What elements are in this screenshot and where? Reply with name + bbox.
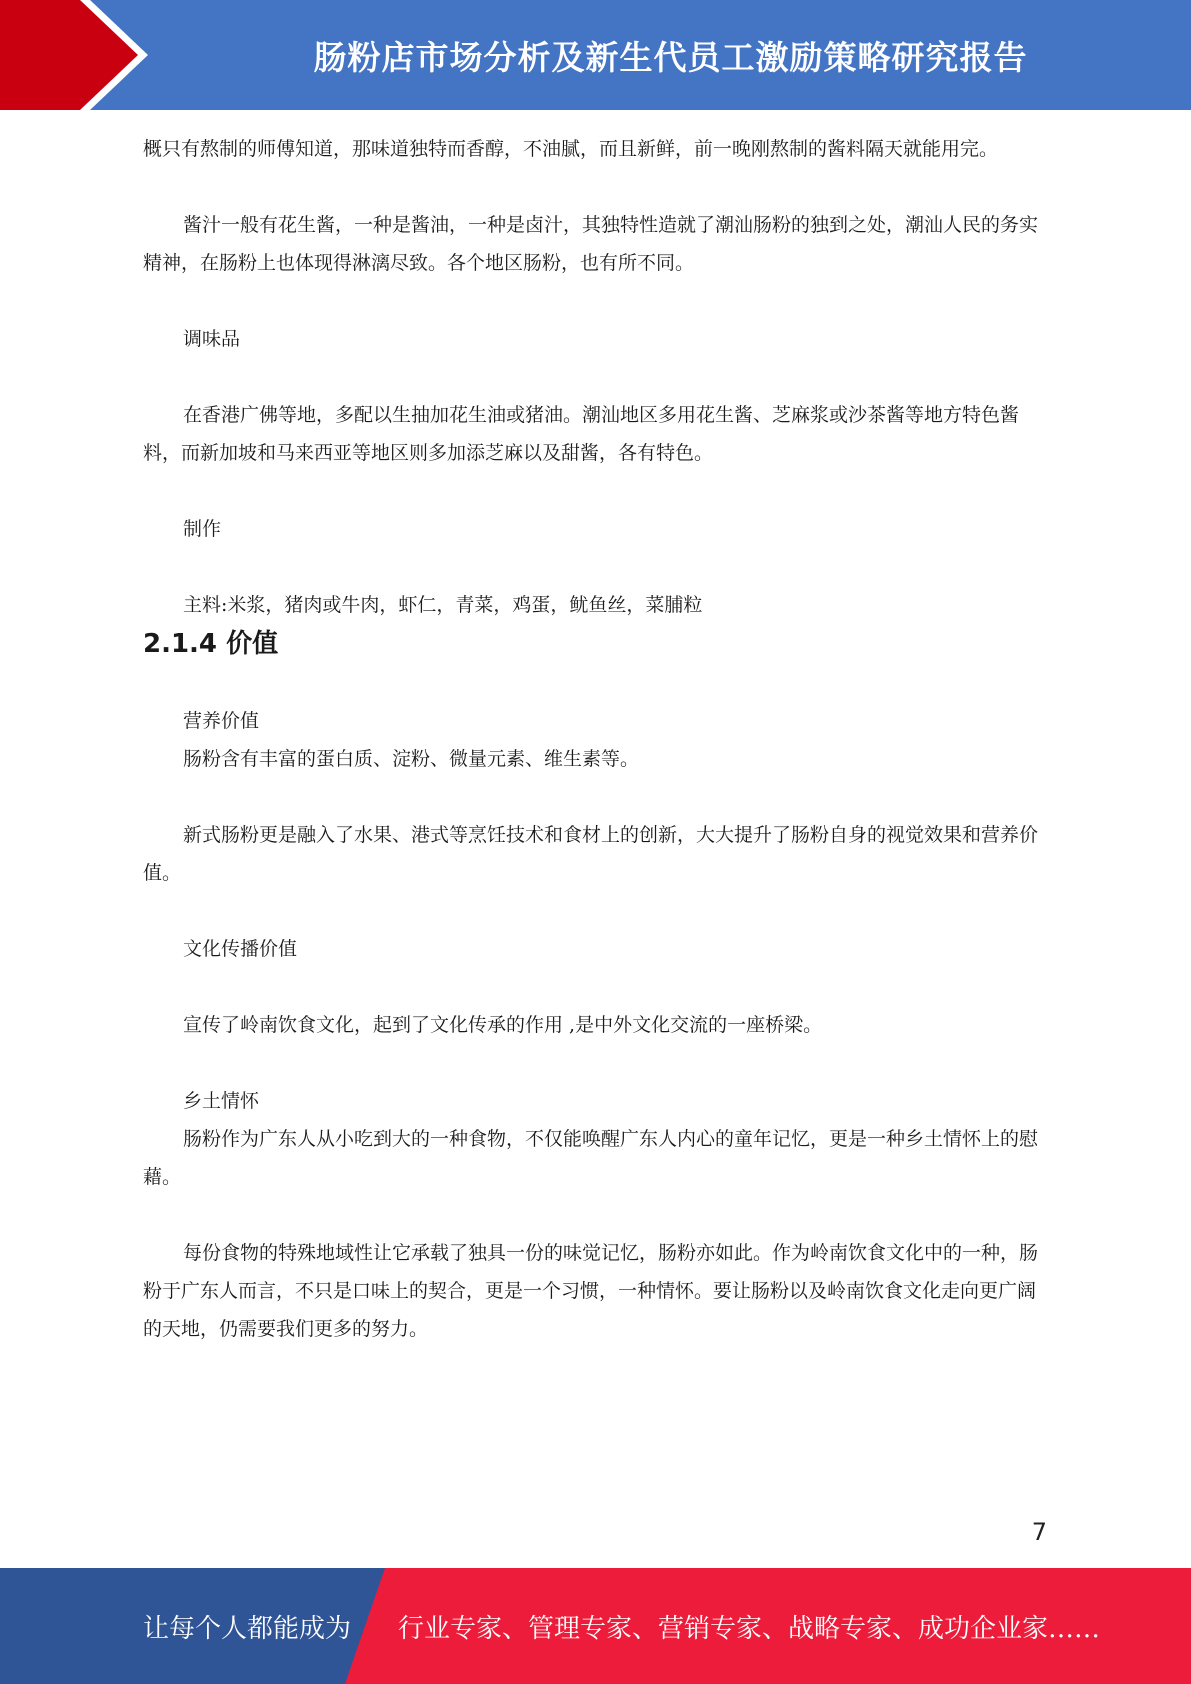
subsection-label: 制作 xyxy=(183,518,222,540)
subsection-label: 文化传播价值 xyxy=(183,938,298,960)
page-body xyxy=(143,130,1047,1348)
footer-slogan-left: 让每个人都能成为 xyxy=(143,1613,352,1644)
paragraph: 在香港广佛等地，多配以生抽加花生油或猪油。潮汕地区多用花生酱、芝麻浆或沙茶酱等地方特色酱料，而新加坡和马来西亚等地区则多加添芝麻以及甜酱，各有特色。 xyxy=(143,404,1020,464)
section-heading: 2.1.4 价值 xyxy=(143,629,279,659)
paragraph: 肠粉含有丰富的蛋白质、淀粉、微量元素、维生素等。 xyxy=(183,748,640,770)
paragraph: 肠粉作为广东人从小吃到大的一种食物，不仅能唤醒广东人内心的童年记忆，更是一种乡土情怀上的慰藉。 xyxy=(143,1128,1039,1188)
subsection-label: 乡土情怀 xyxy=(183,1090,260,1112)
header-arrow-decoration xyxy=(0,0,160,110)
page-header xyxy=(0,0,1191,110)
document-title: 肠粉店市场分析及新生代员工激励策略研究报告 xyxy=(313,37,1028,77)
subsection-label: 营养价值 xyxy=(183,710,260,732)
paragraph: 概只有熬制的师傅知道，那味道独特而香醇，不油腻，而且新鲜，前一晚刚熬制的酱料隔天就能用完。 xyxy=(143,138,999,160)
paragraph: 宣传了岭南饮食文化，起到了文化传承的作用 ,是中外文化交流的一座桥梁。 xyxy=(183,1014,823,1036)
paragraph: 每份食物的特殊地域性让它承载了独具一份的味觉记忆，肠粉亦如此。作为岭南饮食文化中的一种，肠粉于广东人而言，不只是口味上的契合，更是一个习惯，一种情怀。要让肠粉以及岭南饮食文化走向更广阔的天地，仍需要我们更多的努力。 xyxy=(143,1242,1039,1340)
page-number: 7 xyxy=(1031,1518,1047,1546)
paragraph: 酱汁一般有花生酱，一种是酱油，一种是卤汁，其独特性造就了潮汕肠粉的独到之处，潮汕人民的务实精神，在肠粉上也体现得淋漓尽致。各个地区肠粉，也有所不同。 xyxy=(143,214,1039,274)
subsection-label: 调味品 xyxy=(183,328,241,350)
paragraph: 主料:米浆，猪肉或牛肉，虾仁，青菜，鸡蛋，鱿鱼丝，菜脯粒 xyxy=(183,594,703,616)
paragraph: 新式肠粉更是融入了水果、港式等烹饪技术和食材上的创新，大大提升了肠粉自身的视觉效果和营养价值。 xyxy=(143,824,1039,884)
page-footer xyxy=(0,1568,1191,1684)
footer-slogan-right: 行业专家、管理专家、营销专家、战略专家、成功企业家…… xyxy=(398,1613,1101,1644)
